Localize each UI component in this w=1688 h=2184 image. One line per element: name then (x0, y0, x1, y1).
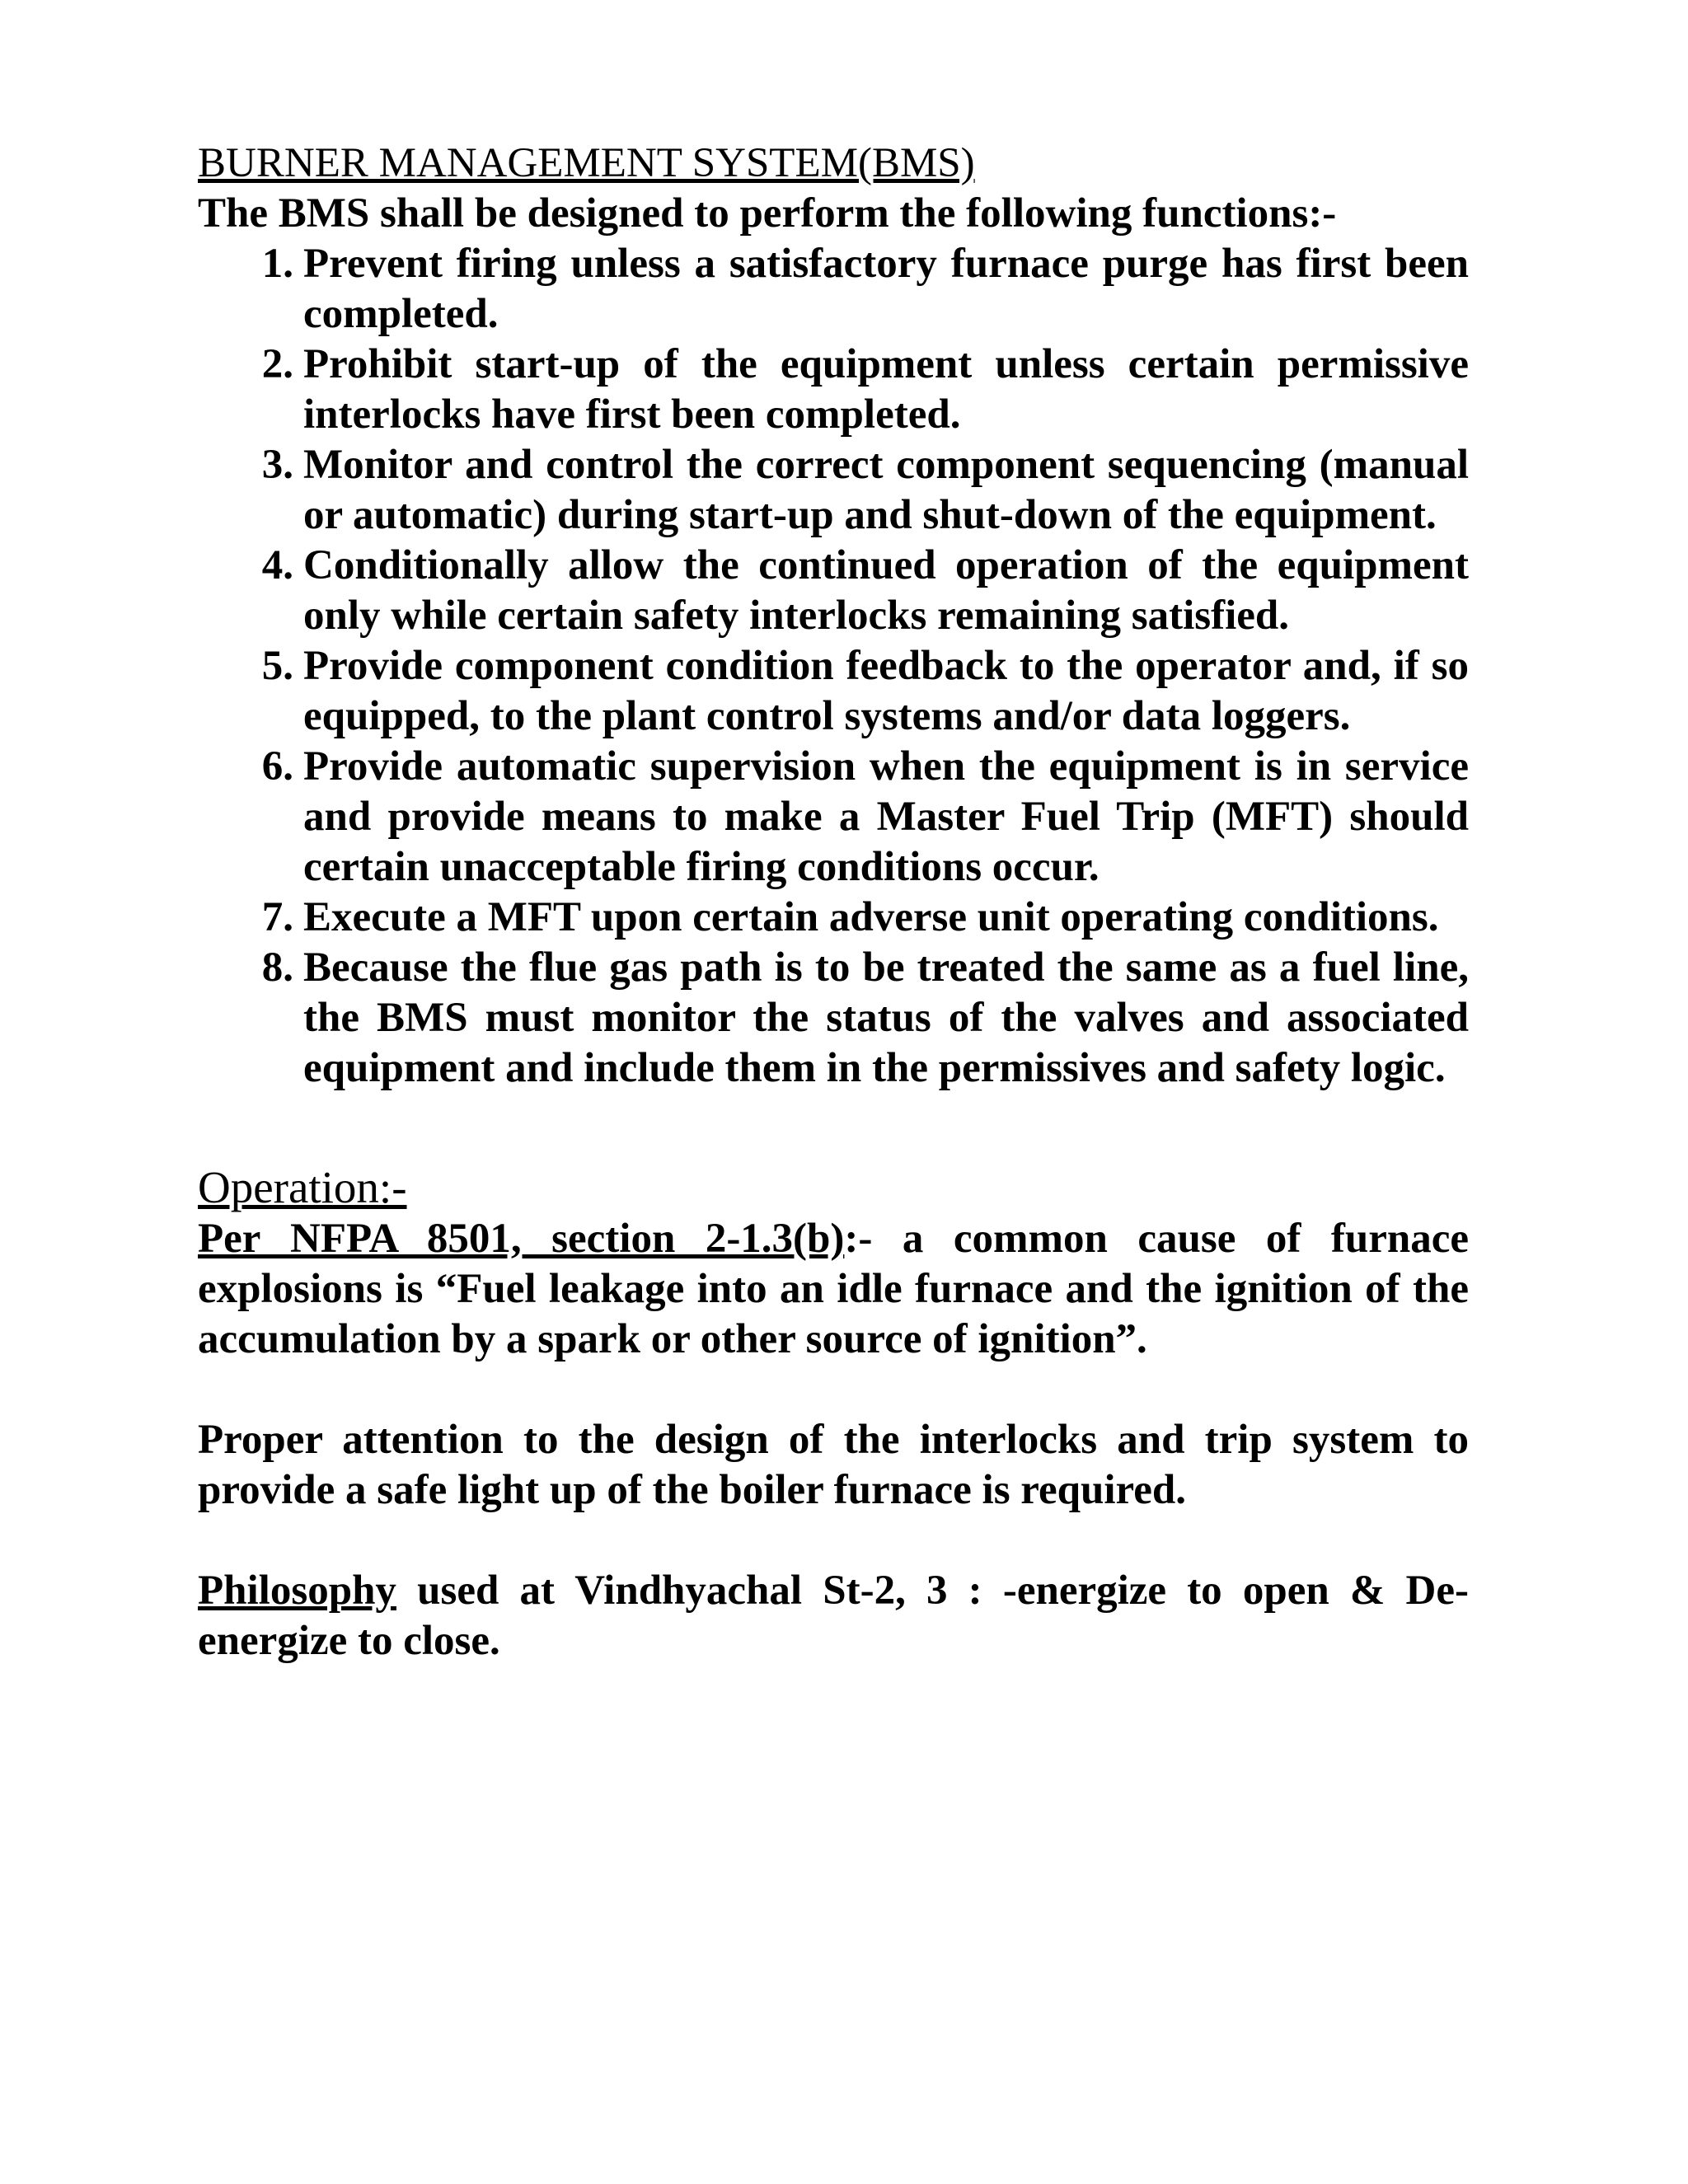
list-item-text: Execute a MFT upon certain adverse unit operating conditions. (303, 894, 1439, 940)
operation-heading: Operation:- (198, 1162, 407, 1212)
intro-text: The BMS shall be designed to perform the following functions:- (198, 190, 1337, 237)
document-title: BURNER MANAGEMENT SYSTEM(BMS) (198, 140, 975, 186)
document-page (198, 138, 1469, 1666)
functions-list (198, 239, 1469, 1094)
list-item (198, 943, 1469, 1094)
list-item-number: 1. (261, 241, 293, 287)
list-item-text: Prohibit start-up of the equipment unless certain permissive interlocks have first been completed. (303, 341, 1469, 438)
operation-paragraph (198, 1214, 1469, 1365)
list-item (198, 893, 1469, 943)
attention-paragraph: Proper attention to the design of the interlocks and trip system to provide a safe light up of the boiler furnace is required. (198, 1417, 1469, 1513)
list-item-text: Conditionally allow the continued operation of the equipment only while certain safety interlocks remaining satisfied. (303, 542, 1469, 639)
list-item (198, 340, 1469, 440)
list-item (198, 541, 1469, 641)
list-item-text: Provide component condition feedback to the operator and, if so equipped, to the plant control systems and/or data loggers. (303, 643, 1469, 739)
list-item (198, 742, 1469, 893)
list-item (198, 440, 1469, 541)
list-item (198, 239, 1469, 340)
list-item-number: 6. (261, 743, 293, 790)
list-item-number: 4. (261, 542, 293, 588)
nfpa-reference: Per NFPA 8501, section 2-1.3(b) (198, 1216, 845, 1262)
operation-text: :- a common cause of furnace explosions is “Fuel leakage into an idle furnace and the ignition of the accumulation by a spark or other source of ignition”. (198, 1216, 1469, 1362)
list-item-number: 8. (261, 944, 293, 991)
list-item (198, 641, 1469, 742)
list-item-text: Because the flue gas path is to be treated the same as a fuel line, the BMS must monitor the status of the valves and associated equipment and include them in the permissives and safety logic. (303, 944, 1469, 1091)
list-item-number: 2. (261, 341, 293, 387)
philosophy-text: used at Vindhyachal St-2, 3 : -energize to open & De-energize to close. (198, 1568, 1469, 1664)
philosophy-label: Philosophy (198, 1568, 396, 1614)
list-item-text: Monitor and control the correct component sequencing (manual or automatic) during start-up and shut-down of the equipment. (303, 442, 1469, 538)
list-item-number: 5. (261, 643, 293, 689)
list-item-text: Prevent firing unless a satisfactory furnace purge has first been completed. (303, 241, 1469, 337)
philosophy-paragraph (198, 1566, 1469, 1666)
list-item-number: 7. (261, 894, 293, 940)
list-item-text: Provide automatic supervision when the equipment is in service and provide means to make a Master Fuel Trip (MFT) should certain unacceptable firing conditions occur. (303, 743, 1469, 890)
list-item-number: 3. (261, 442, 293, 488)
